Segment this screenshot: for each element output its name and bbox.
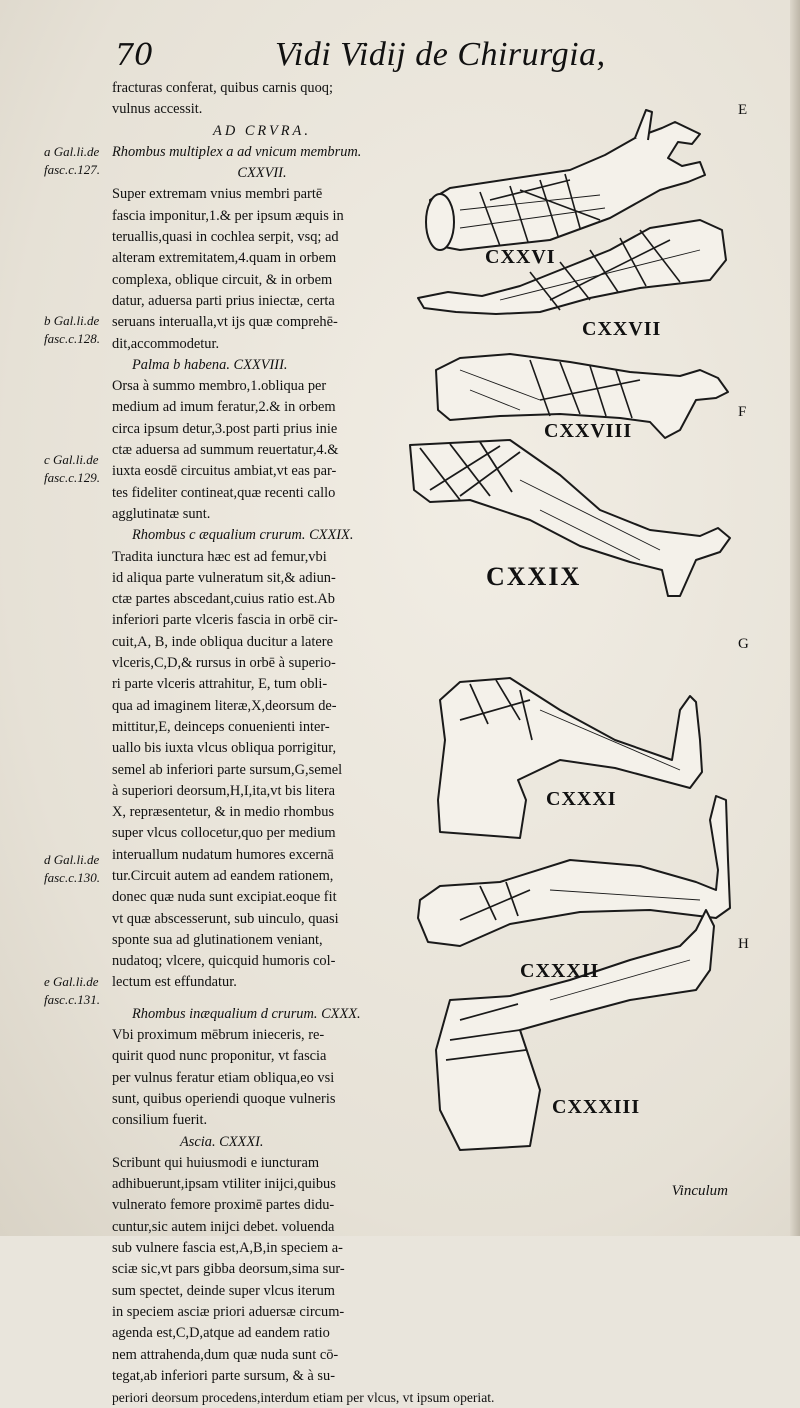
text-line: adhibuerunt,ipsam vtiliter inijci,quibus [112, 1176, 336, 1193]
text-line: inferiori parte vlceris fascia in orbē cir- [112, 612, 338, 629]
text-line: tegat,ab inferiori parte sursum, & à su- [112, 1367, 335, 1384]
figure-label: CXXXI [546, 788, 617, 810]
margin-note-c: c Gal.li.de fasc.c.129. [44, 452, 100, 485]
text-line: cuit,A, B, inde obliqua ducitur a latere [112, 633, 333, 650]
text-line: lectum est effundatur. [112, 974, 237, 991]
text-line: quirit quod nunc proponitur, vt fascia [112, 1048, 327, 1065]
text-line: interuallum nudatum humores excernā [112, 846, 334, 863]
main-text-column [112, 78, 495, 1408]
figure-cxxxi [438, 678, 702, 838]
text-line: ri parte vlceris attrahitur, E, tum obli- [112, 676, 328, 693]
text-line: Vbi proximum mēbrum inieceris, re- [112, 1027, 325, 1044]
figure-label: CXXVI [485, 246, 556, 268]
chapter-title: Rhombus c æqualium crurum. CXXIX. [132, 527, 354, 544]
text-line: dit,accommodetur. [112, 335, 220, 352]
text-line: semel ab inferiori parte sursum,G,semel [112, 761, 343, 778]
chapter-title: Rhombus inæqualium d crurum. CXXX. [132, 1005, 361, 1022]
text-line: uallo bis iuxta vlcus obliqua porrigitur, [112, 740, 337, 757]
page-edge [790, 0, 800, 1236]
text-line: mittitur,E, deinceps conuenienti inter- [112, 718, 330, 735]
figure-label: CXXIX [486, 562, 582, 591]
margin-letter-h: H [738, 936, 749, 952]
text-line: Scribunt qui huiusmodi e iuncturam [112, 1154, 320, 1171]
text-line: iuxta eosdē circuitus ambiat,vt eas par- [112, 463, 337, 480]
text-line: medium ad imum feratur,2.& in orbem [112, 399, 336, 416]
page-number: 70 [115, 38, 154, 73]
text-line: à superiori deorsum,H,I,ita,vt bis litera [112, 782, 335, 799]
text-line: vlceris,C,D,& rursus in orbē à superio- [112, 655, 336, 672]
chapter-title: Palma b habena. CXXVIII. [132, 356, 288, 373]
figure-label: CXXXIII [552, 1096, 641, 1118]
text-line: circa ipsum detur,3.post parti prius inie [112, 420, 338, 437]
text-line: id aliqua parte vulneratum sit,& adiun- [112, 569, 336, 586]
text-line: Tradita iunctura hæc est ad femur,vbi [112, 548, 327, 565]
text-line: agglutinatæ sunt. [112, 505, 211, 522]
text-line: per vulnus feratur etiam obliqua,eo vsi [112, 1069, 335, 1086]
text-line: donec quæ nuda sunt excipiat.eoque fit [112, 889, 337, 906]
text-line: datur, aduersa parti prius iniectæ, certa [112, 292, 335, 309]
figure-label: CXXVIII [544, 420, 633, 442]
text-line: cuntur,sic autem inijci debet. voluenda [112, 1218, 335, 1235]
text-line: sum spectet, deinde super vlcus iterum [112, 1282, 335, 1299]
text-line: vulnerato femore proximē partes didu- [112, 1197, 335, 1214]
section-heading: AD CRVRA. [213, 122, 311, 139]
woodcut-figures [400, 100, 740, 1180]
text-line: qua ad imaginem literæ,X,deorsum de- [112, 697, 337, 714]
chapter-title: Ascia. CXXXI. [180, 1133, 264, 1150]
text-line: X, repræsentetur, & in medio rhombus [112, 804, 335, 821]
text-line: tes fideliter contineat,quæ recenti callo [112, 484, 336, 501]
margin-letter-g: G [738, 636, 749, 652]
text-line: in speciem asciæ priori aduersæ circum- [112, 1303, 345, 1320]
figure-label: CXXVII [582, 318, 662, 340]
margin-letter-e: E [738, 102, 748, 118]
chapter-number: CXXVII. [237, 165, 287, 182]
text-line: alteram extremitatem,4.quam in orbem [112, 250, 337, 267]
text-line: complexa, oblique circuit, & in orbem [112, 271, 333, 288]
text-line: fracturas conferat, quibus carnis quoq; [112, 80, 333, 96]
text-line: sponte sua ad glutinationem veniant, [112, 931, 323, 948]
margin-note-e: e Gal.li.de fasc.c.131. [44, 974, 100, 1007]
text-line: vt quæ abscesserunt, sub uinculo, quasi [112, 910, 339, 927]
text-line: periori deorsum procedens,interdum etiam per vlcus, vt ipsum operiat. [112, 1390, 495, 1406]
text-line: sub vulnere fascia est,A,B,in speciem a- [112, 1240, 343, 1257]
text-line: ctæ aduersa ad summum reuertatur,4.& [112, 442, 339, 459]
text-line: seruans interualla,vt ijs quæ comprehē- [112, 314, 338, 331]
text-line: agenda est,C,D,atque ad eandem ratio [112, 1325, 330, 1342]
figure-label: CXXXII [520, 960, 600, 982]
margin-note-a: a Gal.li.de fasc.c.127. [44, 144, 100, 177]
text-line: teruallis,quasi in cochlea serpit, vsq; ad [112, 229, 339, 246]
bandage-illustrations [400, 100, 740, 1180]
margin-letter-f: F [738, 404, 747, 420]
text-line: super vlcus collocetur,quo per medium [112, 825, 336, 842]
text-line: sciæ sic,vt pars gibba deorsum,sima sur- [112, 1261, 345, 1278]
margin-note-d: d Gal.li.de fasc.c.130. [44, 852, 100, 885]
text-line: ctæ partes abscedant,cuius ratio est.Ab [112, 591, 335, 608]
catchword: Vinculum [671, 1183, 728, 1199]
text-line: sunt, quibus operiendi quoque vulneris [112, 1090, 336, 1107]
running-title: Vidi Vidij de Chirurgia, [275, 36, 606, 73]
text-line: consilium fuerit. [112, 1112, 208, 1129]
chapter-title: Rhombus multiplex a ad vnicum membrum. [112, 143, 362, 160]
text-line: tur.Circuit autem ad eandem rationem, [112, 867, 334, 884]
text-line: Super extremam vnius membri partē [112, 186, 323, 203]
text-line: nem attrahenda,dum quæ nuda sunt cō- [112, 1346, 339, 1363]
text-line: Orsa à summo membro,1.obliqua per [112, 378, 327, 395]
text-line: nudatoq; vlcere, quicquid humoris col- [112, 953, 336, 970]
margin-note-b: b Gal.li.de fasc.c.128. [44, 313, 100, 346]
text-line: fascia imponitur,1.& per ipsum æquis in [112, 207, 344, 224]
text-line: vulnus accessit. [112, 101, 203, 118]
